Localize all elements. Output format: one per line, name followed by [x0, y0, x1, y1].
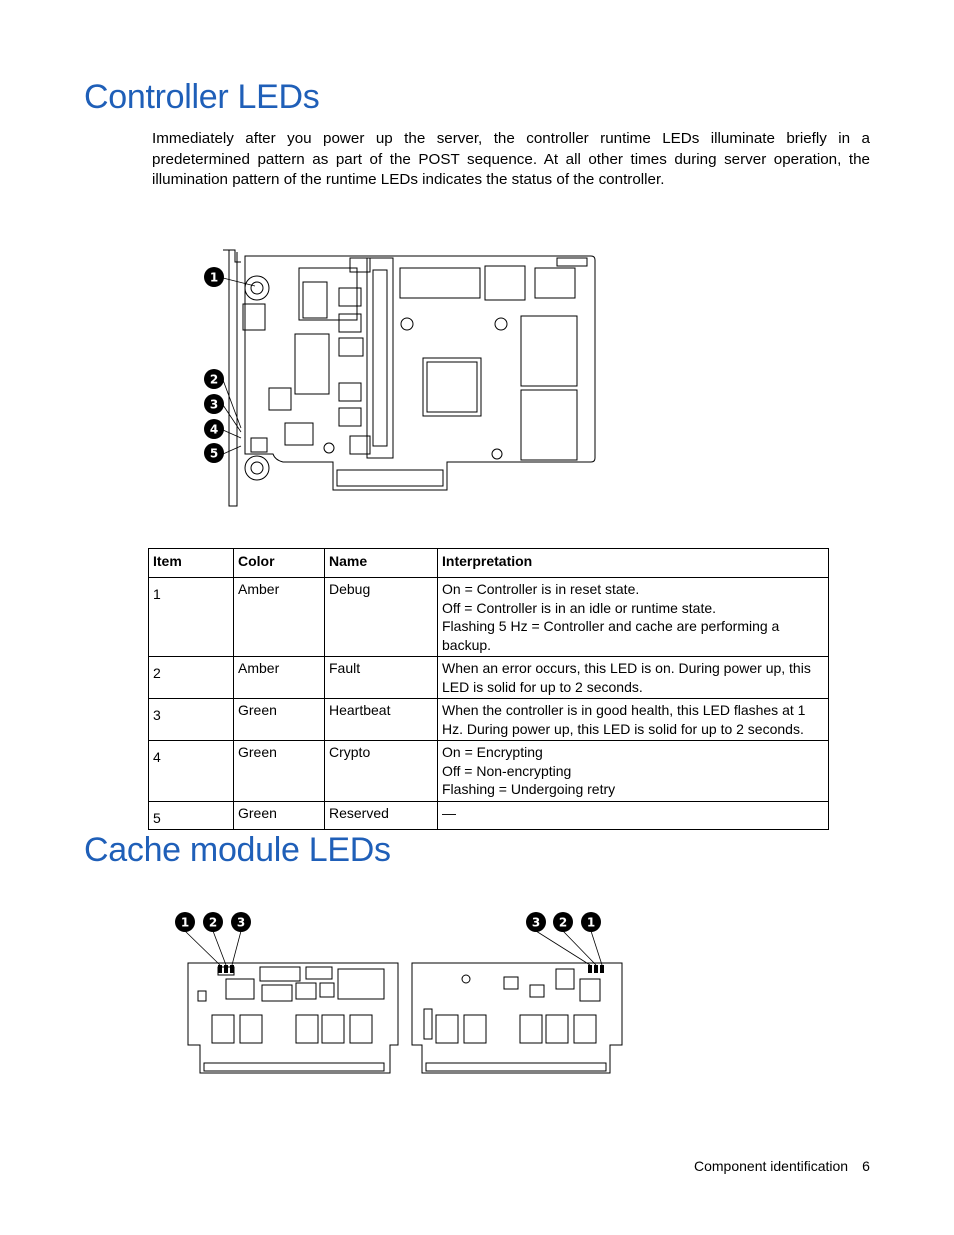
cell-item: 5: [149, 801, 234, 830]
callout-markers: [204, 267, 224, 463]
svg-text:4: 4: [209, 422, 219, 437]
svg-text:2: 2: [208, 915, 218, 930]
controller-led-table: [148, 548, 829, 830]
svg-text:2: 2: [209, 372, 219, 387]
cell-interpretation: [438, 578, 829, 657]
interp-line: On = Controller is in reset state.: [442, 581, 640, 597]
interp-line: Off = Non-encrypting: [442, 762, 572, 779]
cell-interpretation: [438, 657, 829, 699]
callout-4: [204, 419, 224, 439]
interp-line: Off = Controller is in an idle or runtime state.: [442, 599, 717, 616]
callout-right-3: [526, 912, 546, 932]
cell-interpretation: [438, 801, 829, 830]
cache-module-figure: [170, 905, 630, 1080]
cell-name: Fault: [325, 657, 438, 699]
callout-left-3: [231, 912, 251, 932]
cell-item: 1: [149, 578, 234, 657]
interp-line: On = Encrypting: [442, 744, 543, 760]
cell-color: Green: [234, 801, 325, 830]
interp-line: When an error occurs, this LED is on. During power up, this LED is solid for up to 2 seconds.: [442, 660, 811, 695]
table-header-row: [149, 549, 829, 578]
svg-text:1: 1: [209, 270, 219, 285]
col-header-name: Name: [325, 549, 438, 578]
table-row: [149, 741, 829, 802]
table-row: [149, 657, 829, 699]
table-row: [149, 699, 829, 741]
svg-text:2: 2: [558, 915, 568, 930]
interp-line: When the controller is in good health, this LED flashes at 1 Hz. During power up, this LED is solid for up to 2 seconds.: [442, 702, 806, 737]
cell-name: Reserved: [325, 801, 438, 830]
cell-name: Crypto: [325, 741, 438, 802]
page-title-controller-leds: Controller LEDs: [84, 78, 320, 116]
callout-right-2: [553, 912, 573, 932]
interp-line: Flashing 5 Hz = Controller and cache are performing a backup.: [442, 618, 780, 653]
cell-color: Amber: [234, 657, 325, 699]
page-footer: [694, 1158, 870, 1174]
section-title-cache-module-leds: Cache module LEDs: [84, 831, 391, 869]
cell-color: Amber: [234, 578, 325, 657]
table-row: [149, 801, 829, 830]
controller-board-figure: [195, 248, 605, 510]
interp-line: —: [442, 804, 456, 821]
callout-2: [204, 369, 224, 389]
callout-right-1: [581, 912, 601, 932]
svg-text:3: 3: [209, 397, 219, 412]
cell-color: Green: [234, 741, 325, 802]
svg-text:5: 5: [209, 446, 219, 461]
page-number: 6: [862, 1158, 870, 1174]
cell-item: 3: [149, 699, 234, 741]
callout-5: [204, 443, 224, 463]
intro-paragraph: Immediately after you power up the server, the controller runtime LEDs illuminate briefly in a predetermined pattern as part of the POST sequence. At all other times during server operation, the illumination pattern of the runtime LEDs indicates the status of the controller.: [152, 130, 870, 188]
cell-item: 4: [149, 741, 234, 802]
footer-section-name: Component identification: [694, 1158, 849, 1174]
callout-left-1: [175, 912, 195, 932]
col-header-color: Color: [234, 549, 325, 578]
callout-3: [204, 394, 224, 414]
svg-text:3: 3: [236, 915, 246, 930]
cell-interpretation: [438, 699, 829, 741]
callout-left-2: [203, 912, 223, 932]
col-header-interpretation: Interpretation: [438, 549, 829, 578]
table-row: [149, 578, 829, 657]
cell-name: Debug: [325, 578, 438, 657]
callout-1: [204, 267, 224, 287]
interp-line: Flashing = Undergoing retry: [442, 781, 616, 797]
cell-name: Heartbeat: [325, 699, 438, 741]
col-header-item: Item: [149, 549, 234, 578]
cell-color: Green: [234, 699, 325, 741]
cell-item: 2: [149, 657, 234, 699]
cache-callout-markers: [175, 912, 601, 932]
svg-text:1: 1: [586, 915, 596, 930]
svg-text:1: 1: [180, 915, 190, 930]
cell-interpretation: [438, 741, 829, 802]
svg-text:3: 3: [531, 915, 541, 930]
